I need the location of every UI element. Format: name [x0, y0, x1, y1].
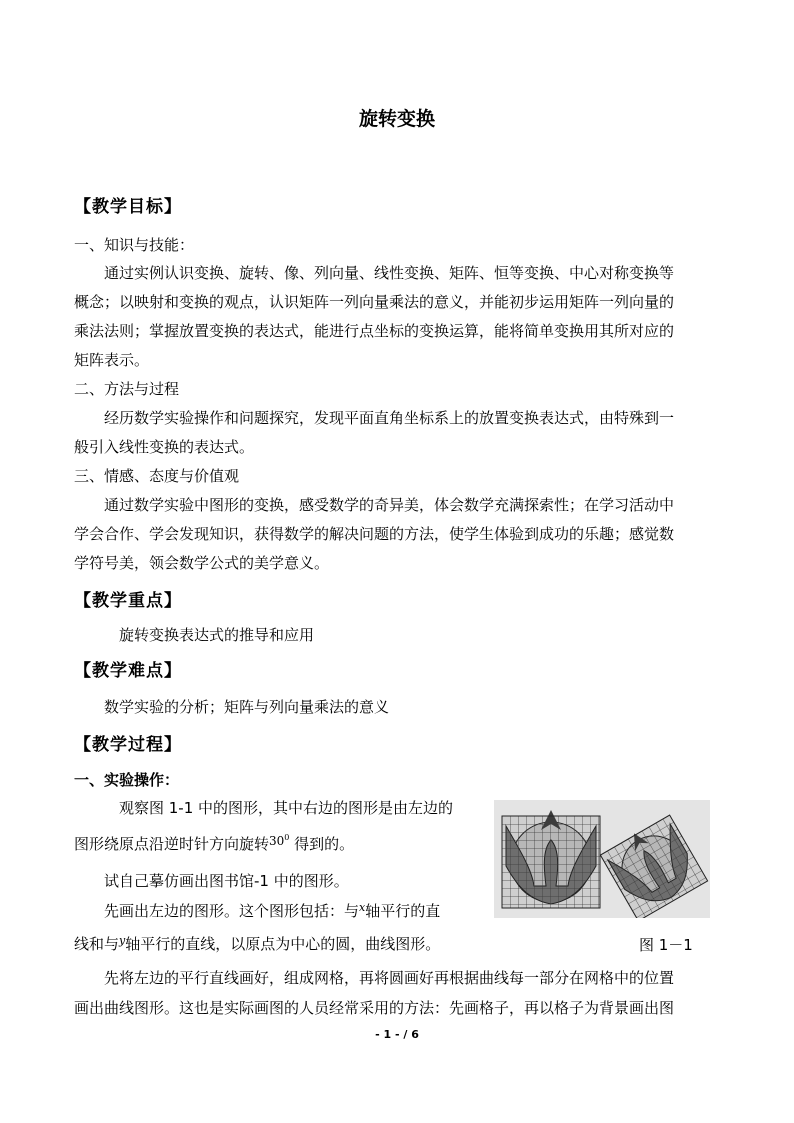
document-title: 旋转变换 — [358, 108, 435, 130]
experiment-text: 得到的。 — [294, 835, 355, 853]
experiment-text: 线和与 — [74, 935, 120, 953]
goal1-line: 通过实例认识变换、旋转、像、列向量、线性变换、矩阵、恒等变换、中心对称变换等 — [104, 264, 675, 282]
goal3-line: 学符号美，领会数学公式的美学意义。 — [74, 554, 330, 572]
experiment-line: 试自己摹仿画出图书馆-1 中的图形。 — [104, 872, 349, 890]
angle-number: 30 — [269, 834, 285, 848]
x-variable: x — [359, 901, 366, 914]
goal1-line: 概念；以映射和变换的观点，认识矩阵一列向量乘法的意义，并能初步运用矩阵一列向量的 — [74, 293, 675, 311]
teaching-goals-heading: 【教学目标】 — [74, 197, 182, 217]
experiment-line — [74, 832, 354, 855]
angle-value — [269, 834, 289, 848]
degree-mark: 0 — [284, 833, 290, 842]
experiment-text: 先画出左边的图形。这个图形包括：与 — [104, 902, 360, 920]
page-number: - 1 - / 6 — [375, 1028, 419, 1041]
y-variable: y — [119, 934, 126, 947]
body-paragraph-line: 先将左边的平行直线画好，组成网格，再将圆画好再根据曲线每一部分在网格中的位置 — [104, 969, 675, 987]
goal1-heading: 一、知识与技能： — [74, 236, 195, 254]
experiment-line — [74, 934, 440, 956]
rotated-shape — [599, 813, 707, 918]
body-paragraph-line: 画出曲线图形。这也是实际画图的人员经常采用的方法：先画格子，再以格子为背景画出图 — [74, 999, 675, 1017]
figure-caption: 图 1－1 — [639, 936, 693, 954]
difficult-points-text: 数学实验的分析；矩阵与列向量乘法的意义 — [104, 698, 390, 716]
goal2-line: 般引入线性变换的表达式。 — [74, 438, 255, 456]
goal2-line: 经历数学实验操作和问题探究，发现平面直角坐标系上的放置变换表达式，由特殊到一 — [104, 409, 675, 427]
experiment-text: 轴平行的直线，以原点为中心的圆，曲线图形。 — [125, 935, 441, 953]
original-shape — [502, 810, 600, 908]
goal3-line: 学会合作、学会发现知识，获得数学的解决问题的方法，使学生体验到成功的乐趣；感觉数 — [74, 525, 675, 543]
goal3-heading: 三、情感、态度与价值观 — [74, 467, 240, 485]
goal1-line: 矩阵表示。 — [74, 351, 150, 369]
rotation-figure — [494, 800, 710, 918]
experiment-line — [104, 901, 440, 923]
key-points-text: 旋转变换表达式的推导和应用 — [119, 626, 315, 644]
goal1-line: 乘法法则；掌握放置变换的表达式，能进行点坐标的变换运算，能将简单变换用其所对应的 — [74, 322, 675, 340]
experiment-text: 轴平行的直 — [365, 902, 441, 920]
teaching-process-heading: 【教学过程】 — [74, 735, 182, 755]
difficult-points-heading: 【教学难点】 — [74, 661, 182, 681]
experiment-text: 图形绕原点沿逆时针方向旋转 — [74, 835, 270, 853]
key-points-heading: 【教学重点】 — [74, 591, 182, 611]
goal3-line: 通过数学实验中图形的变换，感受数学的奇异美，体会数学充满探索性；在学习活动中 — [104, 496, 675, 514]
experiment-line: 观察图 1-1 中的图形，其中右边的图形是由左边的 — [119, 799, 454, 817]
experiment-heading: 一、实验操作： — [74, 771, 180, 789]
goal2-heading: 二、方法与过程 — [74, 380, 180, 398]
rotation-figure-svg — [494, 800, 710, 918]
